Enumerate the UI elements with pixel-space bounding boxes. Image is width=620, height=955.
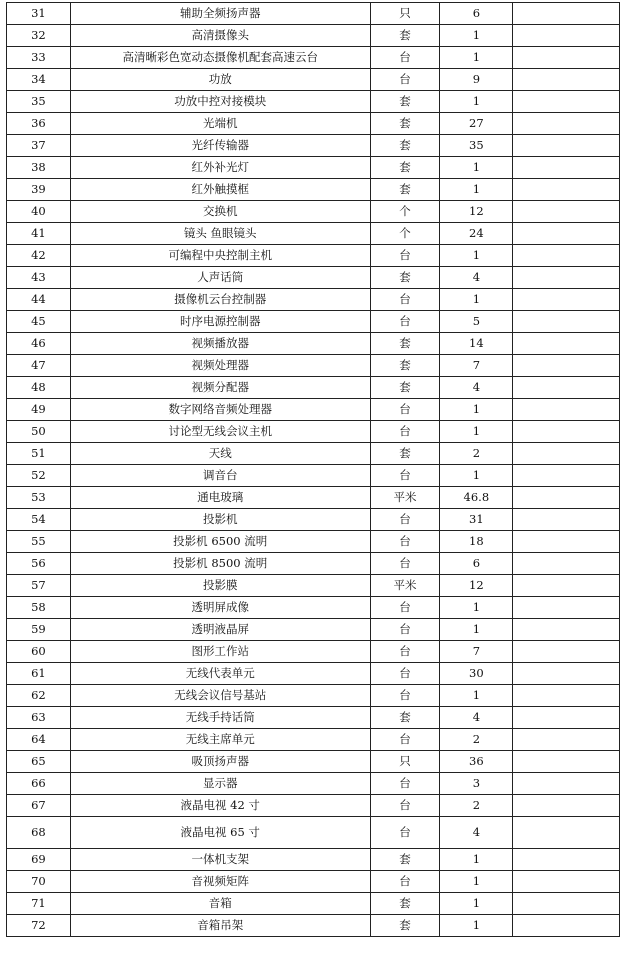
remark-cell — [513, 421, 620, 443]
unit-cell: 台 — [370, 311, 440, 333]
quantity-cell: 7 — [440, 641, 513, 663]
unit-cell: 套 — [370, 179, 440, 201]
remark-cell — [513, 641, 620, 663]
item-name-cell: 功放中控对接模块 — [70, 91, 370, 113]
remark-cell — [513, 333, 620, 355]
remark-cell — [513, 91, 620, 113]
item-name-cell: 投影机 6500 流明 — [70, 531, 370, 553]
unit-cell: 台 — [370, 619, 440, 641]
item-name-cell: 高清晰彩色宽动态摄像机配套高速云台 — [70, 47, 370, 69]
quantity-cell: 7 — [440, 355, 513, 377]
table-row — [7, 531, 620, 553]
table-row — [7, 377, 620, 399]
remark-cell — [513, 619, 620, 641]
unit-cell: 平米 — [370, 487, 440, 509]
table-row — [7, 69, 620, 91]
row-number-cell: 34 — [7, 69, 71, 91]
remark-cell — [513, 311, 620, 333]
row-number-cell: 48 — [7, 377, 71, 399]
row-number-cell: 57 — [7, 575, 71, 597]
unit-cell: 套 — [370, 267, 440, 289]
remark-cell — [513, 377, 620, 399]
remark-cell — [513, 135, 620, 157]
item-name-cell: 显示器 — [70, 773, 370, 795]
quantity-cell: 46.8 — [440, 487, 513, 509]
quantity-cell: 31 — [440, 509, 513, 531]
quantity-cell: 30 — [440, 663, 513, 685]
item-name-cell: 投影膜 — [70, 575, 370, 597]
quantity-cell: 1 — [440, 179, 513, 201]
remark-cell — [513, 465, 620, 487]
row-number-cell: 42 — [7, 245, 71, 267]
unit-cell: 套 — [370, 91, 440, 113]
row-number-cell: 51 — [7, 443, 71, 465]
quantity-cell: 1 — [440, 47, 513, 69]
unit-cell: 台 — [370, 245, 440, 267]
unit-cell: 套 — [370, 377, 440, 399]
table-row — [7, 355, 620, 377]
item-name-cell: 辅助全频扬声器 — [70, 3, 370, 25]
unit-cell: 台 — [370, 553, 440, 575]
row-number-cell: 32 — [7, 25, 71, 47]
table-row — [7, 443, 620, 465]
table-row — [7, 773, 620, 795]
quantity-cell: 2 — [440, 795, 513, 817]
remark-cell — [513, 575, 620, 597]
item-name-cell: 天线 — [70, 443, 370, 465]
unit-cell: 台 — [370, 531, 440, 553]
table-row — [7, 707, 620, 729]
table-row — [7, 685, 620, 707]
item-name-cell: 无线手持话筒 — [70, 707, 370, 729]
table-row — [7, 25, 620, 47]
unit-cell: 套 — [370, 893, 440, 915]
unit-cell: 套 — [370, 157, 440, 179]
quantity-cell: 2 — [440, 443, 513, 465]
table-row — [7, 597, 620, 619]
remark-cell — [513, 443, 620, 465]
remark-cell — [513, 267, 620, 289]
item-name-cell: 光纤传输器 — [70, 135, 370, 157]
table-row — [7, 751, 620, 773]
item-name-cell: 镜头 鱼眼镜头 — [70, 223, 370, 245]
row-number-cell: 55 — [7, 531, 71, 553]
unit-cell: 套 — [370, 707, 440, 729]
item-name-cell: 无线主席单元 — [70, 729, 370, 751]
unit-cell: 台 — [370, 597, 440, 619]
table-row — [7, 157, 620, 179]
row-number-cell: 67 — [7, 795, 71, 817]
quantity-cell: 2 — [440, 729, 513, 751]
unit-cell: 台 — [370, 795, 440, 817]
remark-cell — [513, 597, 620, 619]
unit-cell: 台 — [370, 465, 440, 487]
row-number-cell: 61 — [7, 663, 71, 685]
remark-cell — [513, 201, 620, 223]
unit-cell: 套 — [370, 113, 440, 135]
item-name-cell: 光端机 — [70, 113, 370, 135]
table-row — [7, 47, 620, 69]
table-row — [7, 91, 620, 113]
row-number-cell: 38 — [7, 157, 71, 179]
quantity-cell: 1 — [440, 399, 513, 421]
unit-cell: 平米 — [370, 575, 440, 597]
remark-cell — [513, 915, 620, 937]
row-number-cell: 64 — [7, 729, 71, 751]
table-row — [7, 245, 620, 267]
row-number-cell: 35 — [7, 91, 71, 113]
table-row — [7, 509, 620, 531]
quantity-cell: 1 — [440, 421, 513, 443]
quantity-cell: 1 — [440, 685, 513, 707]
quantity-cell: 1 — [440, 25, 513, 47]
item-name-cell: 图形工作站 — [70, 641, 370, 663]
remark-cell — [513, 871, 620, 893]
quantity-cell: 27 — [440, 113, 513, 135]
quantity-cell: 6 — [440, 553, 513, 575]
table-row — [7, 663, 620, 685]
item-name-cell: 功放 — [70, 69, 370, 91]
unit-cell: 套 — [370, 915, 440, 937]
remark-cell — [513, 245, 620, 267]
row-number-cell: 53 — [7, 487, 71, 509]
quantity-cell: 1 — [440, 871, 513, 893]
quantity-cell: 1 — [440, 849, 513, 871]
item-name-cell: 调音台 — [70, 465, 370, 487]
remark-cell — [513, 729, 620, 751]
item-name-cell: 投影机 8500 流明 — [70, 553, 370, 575]
unit-cell: 台 — [370, 509, 440, 531]
unit-cell: 台 — [370, 729, 440, 751]
remark-cell — [513, 707, 620, 729]
remark-cell — [513, 553, 620, 575]
quantity-cell: 14 — [440, 333, 513, 355]
item-name-cell: 可编程中央控制主机 — [70, 245, 370, 267]
row-number-cell: 49 — [7, 399, 71, 421]
table-row — [7, 399, 620, 421]
unit-cell: 套 — [370, 443, 440, 465]
item-name-cell: 摄像机云台控制器 — [70, 289, 370, 311]
table-row — [7, 311, 620, 333]
row-number-cell: 33 — [7, 47, 71, 69]
remark-cell — [513, 25, 620, 47]
row-number-cell: 50 — [7, 421, 71, 443]
table-row — [7, 113, 620, 135]
quantity-cell: 6 — [440, 3, 513, 25]
remark-cell — [513, 157, 620, 179]
unit-cell: 套 — [370, 355, 440, 377]
unit-cell: 只 — [370, 3, 440, 25]
row-number-cell: 52 — [7, 465, 71, 487]
table-row — [7, 3, 620, 25]
quantity-cell: 1 — [440, 619, 513, 641]
row-number-cell: 58 — [7, 597, 71, 619]
item-name-cell: 讨论型无线会议主机 — [70, 421, 370, 443]
row-number-cell: 60 — [7, 641, 71, 663]
row-number-cell: 69 — [7, 849, 71, 871]
remark-cell — [513, 751, 620, 773]
quantity-cell: 1 — [440, 915, 513, 937]
table-row — [7, 849, 620, 871]
item-name-cell: 音箱 — [70, 893, 370, 915]
table-row — [7, 465, 620, 487]
remark-cell — [513, 509, 620, 531]
quantity-cell: 35 — [440, 135, 513, 157]
table-row — [7, 871, 620, 893]
row-number-cell: 63 — [7, 707, 71, 729]
quantity-cell: 18 — [440, 531, 513, 553]
quantity-cell: 5 — [440, 311, 513, 333]
quantity-cell: 4 — [440, 267, 513, 289]
unit-cell: 个 — [370, 223, 440, 245]
quantity-cell: 1 — [440, 893, 513, 915]
unit-cell: 只 — [370, 751, 440, 773]
quantity-cell: 1 — [440, 597, 513, 619]
quantity-cell: 4 — [440, 707, 513, 729]
table-row — [7, 729, 620, 751]
item-name-cell: 透明液晶屏 — [70, 619, 370, 641]
table-row — [7, 487, 620, 509]
remark-cell — [513, 399, 620, 421]
row-number-cell: 71 — [7, 893, 71, 915]
item-name-cell: 透明屏成像 — [70, 597, 370, 619]
table-row — [7, 289, 620, 311]
quantity-cell: 9 — [440, 69, 513, 91]
unit-cell: 套 — [370, 25, 440, 47]
item-name-cell: 液晶电视 65 寸 — [70, 817, 370, 849]
unit-cell: 台 — [370, 685, 440, 707]
item-name-cell: 音视频矩阵 — [70, 871, 370, 893]
quantity-cell: 4 — [440, 377, 513, 399]
row-number-cell: 47 — [7, 355, 71, 377]
unit-cell: 台 — [370, 421, 440, 443]
item-name-cell: 视频分配器 — [70, 377, 370, 399]
quantity-cell: 4 — [440, 817, 513, 849]
remark-cell — [513, 773, 620, 795]
row-number-cell: 44 — [7, 289, 71, 311]
row-number-cell: 36 — [7, 113, 71, 135]
unit-cell: 台 — [370, 69, 440, 91]
row-number-cell: 40 — [7, 201, 71, 223]
remark-cell — [513, 69, 620, 91]
item-name-cell: 无线代表单元 — [70, 663, 370, 685]
table-row — [7, 817, 620, 849]
quantity-cell: 12 — [440, 201, 513, 223]
item-name-cell: 通电玻璃 — [70, 487, 370, 509]
table-row — [7, 179, 620, 201]
item-name-cell: 时序电源控制器 — [70, 311, 370, 333]
quantity-cell: 1 — [440, 245, 513, 267]
row-number-cell: 59 — [7, 619, 71, 641]
item-name-cell: 红外补光灯 — [70, 157, 370, 179]
unit-cell: 套 — [370, 849, 440, 871]
item-name-cell: 无线会议信号基站 — [70, 685, 370, 707]
quantity-cell: 3 — [440, 773, 513, 795]
row-number-cell: 41 — [7, 223, 71, 245]
remark-cell — [513, 663, 620, 685]
remark-cell — [513, 893, 620, 915]
row-number-cell: 66 — [7, 773, 71, 795]
remark-cell — [513, 355, 620, 377]
unit-cell: 台 — [370, 47, 440, 69]
table-row — [7, 575, 620, 597]
table-row — [7, 223, 620, 245]
quantity-cell: 36 — [440, 751, 513, 773]
row-number-cell: 54 — [7, 509, 71, 531]
remark-cell — [513, 3, 620, 25]
remark-cell — [513, 531, 620, 553]
remark-cell — [513, 817, 620, 849]
quantity-cell: 1 — [440, 465, 513, 487]
row-number-cell: 31 — [7, 3, 71, 25]
table-row — [7, 619, 620, 641]
table-row — [7, 135, 620, 157]
item-name-cell: 数字网络音频处理器 — [70, 399, 370, 421]
row-number-cell: 68 — [7, 817, 71, 849]
table-row — [7, 267, 620, 289]
row-number-cell: 56 — [7, 553, 71, 575]
unit-cell: 套 — [370, 333, 440, 355]
row-number-cell: 37 — [7, 135, 71, 157]
table-row — [7, 893, 620, 915]
quantity-cell: 1 — [440, 157, 513, 179]
table-row — [7, 201, 620, 223]
quantity-cell: 12 — [440, 575, 513, 597]
remark-cell — [513, 289, 620, 311]
row-number-cell: 72 — [7, 915, 71, 937]
remark-cell — [513, 47, 620, 69]
quantity-cell: 1 — [440, 91, 513, 113]
table-row — [7, 795, 620, 817]
table-row — [7, 641, 620, 663]
item-name-cell: 红外触摸框 — [70, 179, 370, 201]
unit-cell: 台 — [370, 871, 440, 893]
quantity-cell: 24 — [440, 223, 513, 245]
remark-cell — [513, 113, 620, 135]
item-name-cell: 高清摄像头 — [70, 25, 370, 47]
remark-cell — [513, 849, 620, 871]
item-name-cell: 吸顶扬声器 — [70, 751, 370, 773]
unit-cell: 台 — [370, 817, 440, 849]
unit-cell: 台 — [370, 641, 440, 663]
unit-cell: 台 — [370, 399, 440, 421]
remark-cell — [513, 179, 620, 201]
table-row — [7, 553, 620, 575]
table-row — [7, 915, 620, 937]
table-row — [7, 421, 620, 443]
item-name-cell: 视频处理器 — [70, 355, 370, 377]
unit-cell: 台 — [370, 289, 440, 311]
table-row — [7, 333, 620, 355]
item-name-cell: 一体机支架 — [70, 849, 370, 871]
row-number-cell: 45 — [7, 311, 71, 333]
row-number-cell: 70 — [7, 871, 71, 893]
row-number-cell: 65 — [7, 751, 71, 773]
table-body — [7, 3, 620, 937]
row-number-cell: 43 — [7, 267, 71, 289]
remark-cell — [513, 223, 620, 245]
unit-cell: 个 — [370, 201, 440, 223]
row-number-cell: 46 — [7, 333, 71, 355]
item-name-cell: 音箱吊架 — [70, 915, 370, 937]
equipment-table — [6, 2, 620, 937]
remark-cell — [513, 487, 620, 509]
item-name-cell: 交换机 — [70, 201, 370, 223]
row-number-cell: 62 — [7, 685, 71, 707]
unit-cell: 套 — [370, 135, 440, 157]
item-name-cell: 视频播放器 — [70, 333, 370, 355]
remark-cell — [513, 795, 620, 817]
quantity-cell: 1 — [440, 289, 513, 311]
unit-cell: 台 — [370, 773, 440, 795]
item-name-cell: 投影机 — [70, 509, 370, 531]
remark-cell — [513, 685, 620, 707]
item-name-cell: 人声话筒 — [70, 267, 370, 289]
unit-cell: 台 — [370, 663, 440, 685]
row-number-cell: 39 — [7, 179, 71, 201]
item-name-cell: 液晶电视 42 寸 — [70, 795, 370, 817]
